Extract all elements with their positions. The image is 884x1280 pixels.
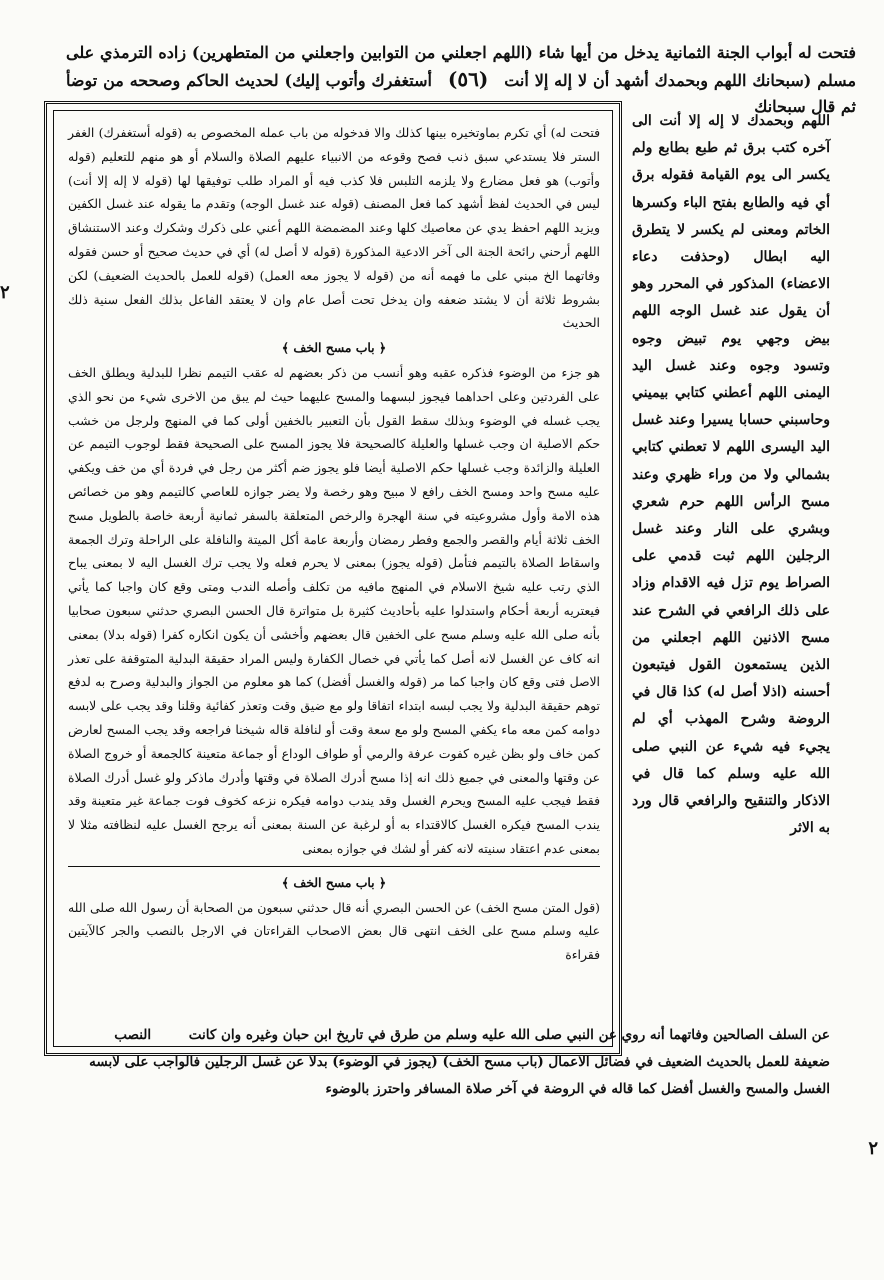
header-line-2-end: أستغفرك وأتوب إليك) لحديث الحاكم وصححه من توضأ ثم قال سبحانك [66, 71, 856, 116]
divider-line [68, 866, 600, 867]
commentary-paragraph: فتحت له) أي تكرم بماوتخيره بينها كذلك والا فدخوله من باب عمله المخصوص به (قوله أستغفرك) الغفر الستر فلا يستدعي سبق ذنب فصح وقوعه من الانبياء عليهم الصلاة والسلام أو هو منهم للتعليم (قوله وأتوب) هو فعل مضارع ولا يلزمه التلبس فلا كذب فيه أو المراد طلب توفيقها لها (قوله لا إله إلا أنت) ليس في الحديث لفظ أشهد كما فعل المصنف (قوله عند غسل الوجه) وتقدم ما يقوله عند غسل الكفين ويزيد اللهم احفظ يدي عن معاصيك كلها وعند المضمضة اللهم أعني على ذكرك وشكرك وعند الاستنشاق اللهم أرحني رائحة الجنة الى آخر الادعية المذكورة (قوله لا أصل له) أي في حديث صحيح أو حسن فقوله وفاتهما الخ مبني على ما فهمه أنه من (قوله لا يجوز معه العمل) (قوله للعمل بالحديث الضعيف) لكن بشروط ثلاثة أن لا يشتد ضعفه وان يدخل تحت أصل عام وان لا يعتقد الفاعل بذلك الفعل سنية ذلك الحديث [68, 125, 600, 331]
footnote-line-3: الغسل والمسح والغسل أفضل كما قاله في الروضة في آخر صلاة المسافر واحترز بالوضوء [325, 1081, 830, 1097]
footnote-line-1 [36, 1022, 830, 1049]
commentary-paragraph: هو جزء من الوضوء فذكره عقبه وهو أنسب من ذكر بعضهم له عقب التيمم نظرا للبدلية ويطلق الخف على الفردتين وعلى احداهما فيجوز لبسهما والمسح عليهما حيث لم يبق من الاخرى شيء من نحو الذي يجب غسله في الوضوء وبذلك سقط القول بأن التعبير بالخفين أولى كما في المنهج ولرجل من خشب حكم الاصلية ان وجب غسلها والعليلة كالصحيحة فلا يجوز المسح على الصحيحة فقط لوجوب التيمم عن العليلة والزائدة وجب غسلها حكم الاصلية أيضا فلو يجوز ضم أكثر من رجل في فردة أي من خف ويكفي عليه مسح واحد ومسح الخف رافع لا مبيح وهو رخصة ولا يضر جوازه للعاصي كالتيمم وهو من خصائص هذه الامة وأول مشروعيته في سنة الهجرة والرخص المتعلقة بالسفر ثمانية أربعة خاصة بالطويل مسح الخف ثلاثة أيام والقصر والجمع وفطر رمضان وأربعة عامة أكل الميتة والنافلة على الراحلة وترك الجمعة واسقاط الصلاة بالتيمم فتأمل (قوله يجوز) بمعنى لا يحرم فعله ولا يجب ترك الغسل اليه لا بمعنى يباح الذي رتب عليه شيخ الاسلام في المنهج مافيه من تكلف وأصله الندب ومتى وقع كان واجبا كما يأتي فيعتريه أربعة أحكام واستدلوا عليه بأحاديث كثيرة بل متواترة قال الحسن البصري حدثني سبعون صحابيا بأنه صلى الله عليه وسلم مسح على الخفين قال بعضهم وأخشى أن يكون انكاره كفرا (قوله بدلا) بمعنى انه كاف عن الغسل لانه أصل كما يأتي في خصال الكفارة وليس المراد حقيقة البدلية المتوقفة على تعذر الاصل فتى وقع كان واجبا كما مر (قوله والغسل أفضل) كما هو معلوم من الجواز والبدلية وصرح به لدفع توهم حقيقة البدلية ولا يجب لبسه ابتداء اتفاقا ولو مع ضيق وقت وتعذر كفائية وقلنا وقد يجب على لابسه دوامه كمن معه ماء يكفي المسح ولو مع سعة وقت أو لنافلة قاله شيخنا فراجعه وقد يجب المسح لعارض كمن خاف ولو بظن غيره كفوت عرفة والرمي أو طواف الوداع أو جماعة متعينة كالجمعة أو خروج الصلاة عن وقتها والمعنى في جميع ذلك انه إذا مسح أدرك الصلاة في وقتها وأدرك ماذكر ولو غسل أدرك الصلاة فقط فيجب عليه المسح ويحرم الغسل وقد يندب دوامه فيكره نزعه كخوف فوت جماعة غير متعينة وقد يندب المسح فيكره الغسل كالاقتداء به أو لرغبة عن السنة بمعنى أنه يرجح الغسل عليه لنظافته مثلا لا بمعنى عدم اعتقاد سنيته لانه كفر أو لشك في جوازه بمعنى [68, 364, 600, 856]
page-number: (٥٦) [447, 67, 489, 91]
footnote-line-2: ضعيفة للعمل بالحديث الضعيف في فضائل الاعمال (باب مسح الخف) (يجوز في الوضوء) بدلا عن غسل الرجلين فالواجب على لابسه [89, 1054, 830, 1070]
header-line-1: فتحت له أبواب الجنة الثمانية يدخل من أيها شاء (اللهم اجعلني من التوابين واجعلني من المتطهرين) زاده الترمذي على مسلم (سبحانك [66, 43, 857, 90]
side-column-text: اللهم وبحمدك لا إله إلا أنت الى آخره كتب برق ثم طبع بطابع ولم يكسر الى يوم القيامة فقوله برق أي فيه والطابع بفتح الباء وكسرها الخاتم ومعنى لم يكسر لا يتطرق اليه ابطال (وحذفت دعاء الاعضاء) المذكور في المحرر وهو أن يقول عند غسل الوجه اللهم بيض وجهي يوم تبيض وجوه وتسود وجوه وعند غسل اليد اليمنى اللهم أعطني كتابي بيميني وحاسبني حسابا يسيرا وعند غسل اليد اليسرى اللهم لا تعطني كتابي بشمالي ولا من وراء ظهري وعند مسح الرأس اللهم حرم شعري وبشري على النار وعند غسل الرجلين اللهم ثبت قدمي على الصراط يوم تزل فيه الاقدام وزاد على ذلك الرافعي في الشرح عند مسح الاذنين اللهم اجعلني من الذين يستمعون القول فيتبعون أحسنه (اذلا أصل له) كذا قال في الروضة وشرح المهذب أي لم يجيء فيه شيء عن النبي صلى الله عليه وسلم كما قال في الاذكار والتنقيح والرافعي قال ورد به الاثر [632, 113, 830, 837]
margin-mark-right: ٢ [868, 1138, 878, 1159]
footnote-line-1-text: عن السلف الصالحين وفاتهما أنه روي عن النبي صلى الله عليه وسلم من طرق في تاريخ ابن حبان وغيره وان كانت [188, 1027, 830, 1043]
header-line-2: اللهم وبحمدك أشهد أن لا إله إلا أنت [504, 71, 747, 90]
matn-text: (قول المتن مسح الخف) عن الحسن البصري أنه قال حدثني سبعون من الصحابة أن رسول الله صلى الله عليه وسلم مسح على الخف انتهى قال بعض الاصحاب القراءتان في الارجل بالنصب والجر كالآيتين فقراءة [68, 899, 600, 963]
footnotes [36, 1022, 830, 1103]
footnote-line-1-end: النصب [114, 1027, 152, 1043]
margin-mark-left: ٢ [0, 282, 10, 303]
commentary-inner-frame [53, 110, 613, 1047]
commentary-frame [44, 101, 622, 1056]
chapter-title: ﴿ باب مسح الخف ﴾ [281, 340, 387, 356]
matn-chapter-title: ﴿ باب مسح الخف ﴾ [281, 874, 387, 890]
commentary-text [68, 121, 600, 967]
